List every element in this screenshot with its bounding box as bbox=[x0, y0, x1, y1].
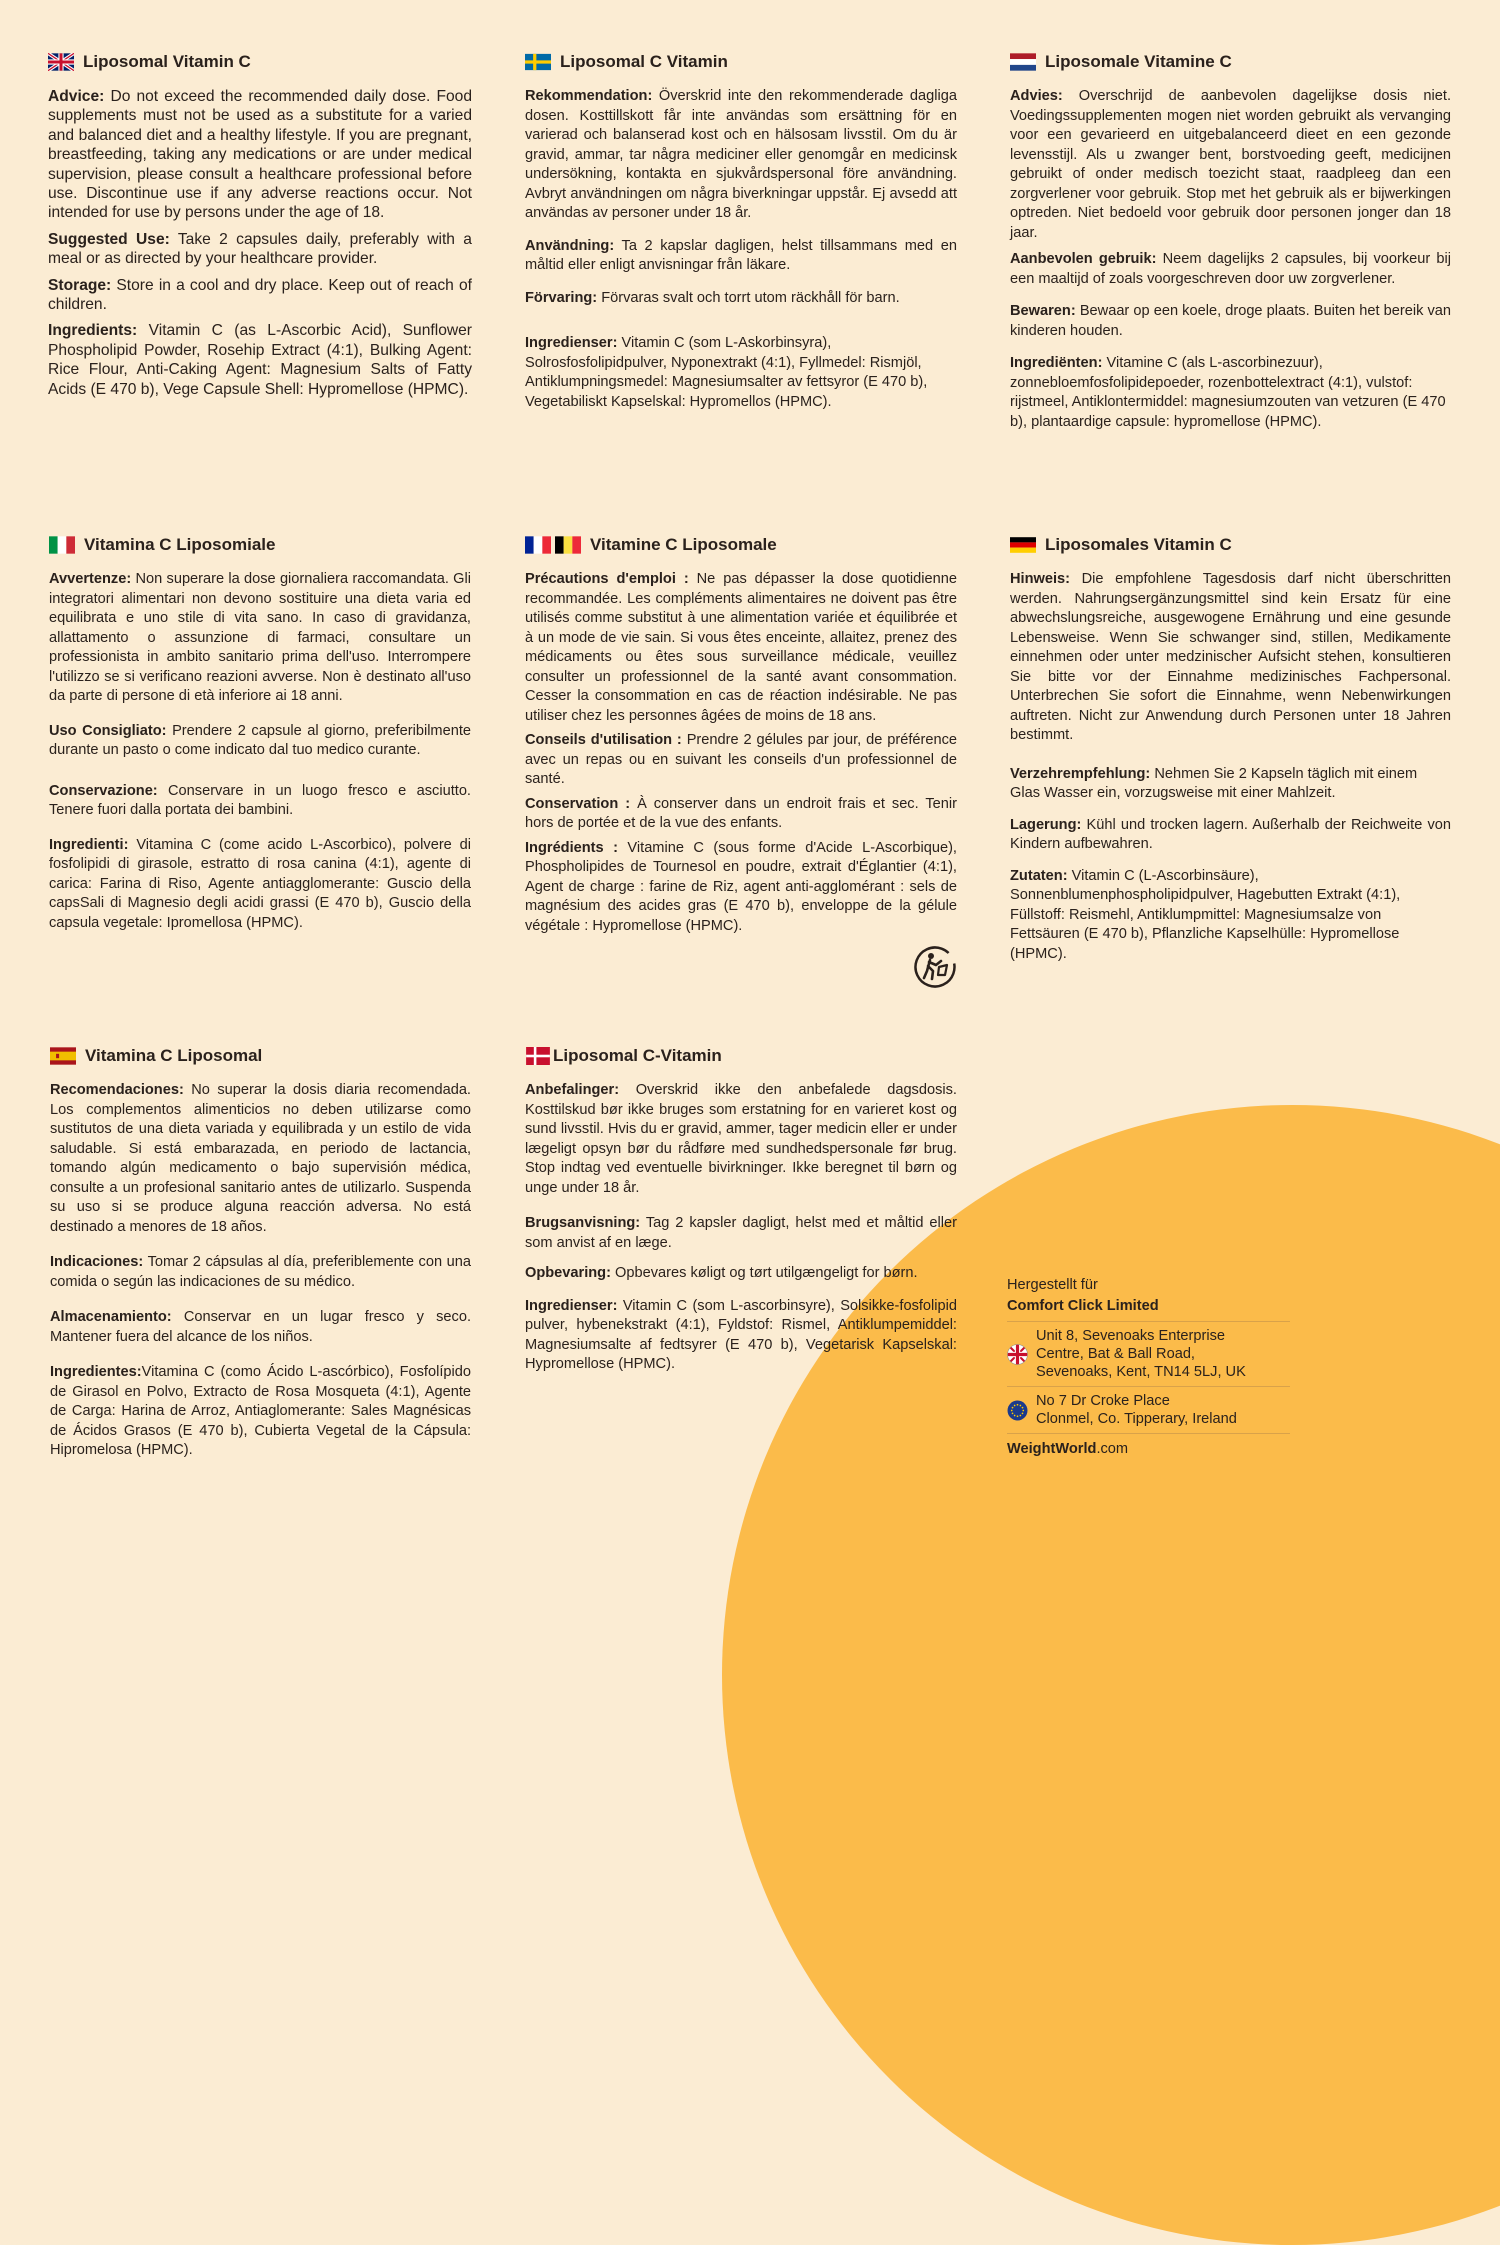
manufacturer-company: Comfort Click Limited bbox=[1007, 1297, 1290, 1322]
usage-paragraph: Verzehrempfehlung: Nehmen Sie 2 Kapseln täglich mit einem Glas Wasser ein, vorzugsweise mit einer Mahlzeit. bbox=[1010, 765, 1418, 801]
usage-paragraph: Aanbevolen gebruik: Neem dagelijks 2 capsules, bij voorkeur bij een maaltijd of zoals voorgeschreven door uw zorgverlener. bbox=[1010, 251, 1451, 287]
advice-paragraph: Advice: Do not exceed the recommended daily dose. Food supplements must not be used as a substitute for a varied and balanced diet and a healthy lifestyle. If you are pregnant, breastfeeding, taking any medications or are under medical supervision, please consult a healthcare professional before use. Discontinue use if any adverse reactions occur. Not intended for use by persons under the age of 18. bbox=[48, 88, 472, 222]
storage-paragraph: Conservazione: Conservare in un luogo fresco e asciutto. Tenere fuori dalla portata dei bambini. bbox=[49, 782, 471, 818]
section-spanish bbox=[50, 1045, 471, 1477]
usage-paragraph: Conseils d'utilisation : Prendre 2 gélules par jour, de préférence avec un repas ou en suivant les conseils d'un professionnel de santé. bbox=[525, 732, 957, 787]
section-title: Vitamine C Liposomale bbox=[525, 534, 957, 556]
usage-paragraph: Suggested Use: Take 2 capsules daily, preferably with a meal or as directed by your healthcare provider. bbox=[48, 230, 472, 268]
storage-paragraph: Förvaring: Förvaras svalt och torrt utom räckhåll för barn. bbox=[525, 289, 900, 306]
uk-flag-icon bbox=[48, 53, 74, 71]
eu-address bbox=[1007, 1387, 1290, 1434]
website-link[interactable]: WeightWorld.com bbox=[1007, 1441, 1129, 1457]
spain-flag-icon bbox=[50, 1047, 76, 1065]
ingredients-paragraph: Ingrédients : Vitamine C (sous forme d'Acide L-Ascorbique), Phospholipides de Tournesol en poudre, extrait d'Églantier (4:1), Agent de charge : farine de Riz, agent anti-agglomérant : sels de magnésium des acides gras (E 470 b), enveloppe de la gélule végétale : Hypromellose (HPMC). bbox=[525, 839, 957, 934]
section-french bbox=[525, 534, 957, 941]
eu-address-text: No 7 Dr Croke Place Clonmel, Co. Tipperary, Ireland bbox=[1036, 1393, 1237, 1427]
advice-paragraph: Hinweis: Die empfohlene Tagesdosis darf nicht überschritten werden. Nahrungsergänzungsmittel sind kein Ersatz für eine abwechslungsreiche, ausgewogene Ernährung und eine gesunde Lebensweise. Wenn Sie schwanger sind, stillen, Medikamente einnehmen oder unter medzinischer Aufsicht stehen, konsultieren Sie bitte vor der Einnahme medizinisches Fachpersonal. Unterbrechen Sie sofort die Einnahme, wenn Nebenwirkungen auftreten. Nicht zur Anwendung durch Personen unter 18 Jahren bestimmt. bbox=[1010, 571, 1451, 743]
ingredients-paragraph: Ingredienser: Vitamin C (som L-Askorbinsyra), Solrosfosfolipidpulver, Nyponextrakt (4:1), Fyllmedel: Rismjöl, Antiklumpningsmedel: Magnesiumsalter av fettsyror (E 470 b), Vegetabiliskt Kapselskal: Hypromellos (HPMC). bbox=[525, 335, 928, 410]
usage-paragraph: Uso Consigliato: Prendere 2 capsule al giorno, preferibilmente durante un pasto o come indicato dal tuo medico curante. bbox=[49, 722, 471, 758]
section-title: Vitamina C Liposomiale bbox=[49, 534, 471, 556]
section-title: Liposomal Vitamin C bbox=[48, 51, 472, 73]
storage-paragraph: Almacenamiento: Conservar en un lugar fresco y seco. Mantener fuera del alcance de los niños. bbox=[50, 1309, 471, 1345]
section-swedish bbox=[525, 51, 957, 425]
manufacturer-info bbox=[1007, 1276, 1290, 1458]
tidyman-recycle-icon bbox=[913, 945, 957, 989]
uk-address bbox=[1007, 1322, 1290, 1387]
ingredients-paragraph: Ingredientes:Vitamina C (como Ácido L-ascórbico), Fosfolípido de Girasol en Polvo, Extracto de Rosa Mosqueta (4:1), Agente de Carga: Harina de Arroz, Antiaglomerante: Sales Magnésicas de Ácidos Grasos (E 470 b), Cubierta Vegetal de la Cápsula: Hipromelosa (HPMC). bbox=[50, 1364, 471, 1458]
storage-paragraph: Storage: Store in a cool and dry place. Keep out of reach of children. bbox=[48, 276, 472, 314]
storage-paragraph: Bewaren: Bewaar op een koele, droge plaats. Buiten het bereik van kinderen houden. bbox=[1010, 303, 1451, 339]
belgium-flag-icon bbox=[555, 536, 581, 554]
storage-paragraph: Lagerung: Kühl und trocken lagern. Außerhalb der Reichweite von Kindern aufbewahren. bbox=[1010, 816, 1451, 852]
section-english bbox=[48, 51, 472, 406]
section-dutch bbox=[1010, 51, 1451, 445]
section-german bbox=[1010, 534, 1451, 976]
section-title: Liposomales Vitamin C bbox=[1010, 534, 1451, 556]
ingredients-paragraph: Ingredienti: Vitamina C (come acido L-Ascorbico), polvere di fosfolipidi di girasole, estratto di rosa canina (4:1), agente di carica: Farina di Riso, Agente antiagglomerante: Guscio della capsSali di Magnesio degli acidi grassi (E 470 b), Guscio della capsula vegetale: Ipromellosa (HPMC). bbox=[49, 836, 471, 931]
section-title: Liposomal C-Vitamin bbox=[525, 1045, 957, 1067]
uk-address-text: Unit 8, Sevenoaks Enterprise Centre, Bat & Ball Road, Sevenoaks, Kent, TN14 5LJ, UK bbox=[1036, 1328, 1246, 1380]
usage-paragraph: Indicaciones: Tomar 2 cápsulas al día, preferiblemente con una comida o según las indicaciones de su médico. bbox=[50, 1254, 472, 1290]
france-flag-icon bbox=[525, 536, 551, 554]
denmark-flag-icon bbox=[525, 1047, 551, 1065]
section-italian bbox=[49, 534, 471, 948]
advice-paragraph: Précautions d'emploi : Ne pas dépasser la dose quotidienne recommandée. Les compléments alimentaires ne doivent pas être utilisés comme substitut à une alimentation variée et équilibrée et à un mode de vie sain. Si vous êtes enceinte, allaitez, prenez des médicaments ou êtes sous surveillance médicale, veuillez consulter un professionnel de la santé avant consommation. Cesser la consommation en cas de réaction indésirable. Ne pas utiliser chez les personnes âgées de moins de 18 ans. bbox=[525, 571, 957, 724]
storage-paragraph: Conservation : À conserver dans un endroit frais et sec. Tenir hors de portée et de la vue des enfants. bbox=[525, 795, 957, 831]
ingredients-paragraph: Ingredients: Vitamin C (as L-Ascorbic Acid), Sunflower Phospholipid Powder, Rosehip Extract (4:1), Bulking Agent: Rice Flour, Anti-Caking Agent: Magnesium Salts of Fatty Acids (E 470 b), Vege Capsule Shell: Hypromellose (HPMC). bbox=[48, 322, 472, 398]
section-title: Liposomale Vitamine C bbox=[1010, 51, 1451, 73]
ingredients-paragraph: Ingredienser: Vitamin C (som L-ascorbinsyre), Solsikke-fosfolipid pulver, hybenekstrakt (4:1), Fyldstof: Rismel, Antiklumpemiddel: Magnesiumsalte af fedtsyrer (E 470 b), Vegetarisk Kapselskal: Hypromellose (HPMC). bbox=[525, 1297, 957, 1372]
germany-flag-icon bbox=[1010, 536, 1036, 554]
section-title: Liposomal C Vitamin bbox=[525, 51, 957, 73]
eu-flag-icon bbox=[1007, 1400, 1028, 1421]
advice-paragraph: Advies: Overschrijd de aanbevolen dagelijkse dosis niet. Voedingssupplementen mogen niet worden gebruikt als vervanging voor een gevarieerd en uitgebalanceerd dieet en een gezonde levensstijl. Als u zwanger bent, borstvoeding geeft, medicijnen gebruikt of onder medisch toezicht staat, raadpleeg dan een zorgverlener voor gebruik. Stop met het gebruik als er bijwerkingen optreden. Niet bedoeld voor gebruik door personen jonger dan 18 jaar. bbox=[1010, 88, 1452, 241]
uk-flag-icon bbox=[1007, 1344, 1028, 1365]
advice-paragraph: Rekommendation: Överskrid inte den rekommenderade dagliga dosen. Kosttillskott får inte användas som ersättning för en varierad och balanserad kost och en hälsosam livsstil. Om du är gravid, ammar, tar några mediciner eller genomgår en medicinsk undersökning, kontakta en sjukvårdspersonal före användning. Avbryt användningen om några biverkningar uppstår. Ej avsedd att användas av personer under 18 år. bbox=[525, 88, 957, 221]
italy-flag-icon bbox=[49, 536, 75, 554]
usage-paragraph: Brugsanvisning: Tag 2 kapsler dagligt, helst med et måltid eller som anvist af en læge. bbox=[525, 1215, 957, 1251]
advice-paragraph: Avvertenze: Non superare la dose giornaliera raccomandata. Gli integratori alimentari non devono sostituire una dieta varia ed equilibrata e uno stile di vita sano. In caso di gravidanza, allattamento o assunzione di farmaci, consultare un professionista in ambito sanitario prima dell'uso. Interrompere l'utilizzo se si verificano reazioni avverse. Non è destinato all'uso da parte di persone di età inferiore ai 18 anni. bbox=[49, 571, 472, 704]
netherlands-flag-icon bbox=[1010, 53, 1036, 71]
section-danish bbox=[525, 1045, 957, 1388]
sweden-flag-icon bbox=[525, 53, 551, 71]
usage-paragraph: Användning: Ta 2 kapslar dagligen, helst tillsammans med en måltid eller enligt anvisningar från läkare. bbox=[525, 237, 957, 273]
ingredients-paragraph: Zutaten: Vitamin C (L-Ascorbinsäure), Sonnenblumenphospholipidpulver, Hagebutten Extrakt (4:1), Füllstoff: Reismehl, Antiklumpmittel: Magnesiumsalze von Fettsäuren (E 470 b), Pflanzliche Kapselhülle: Hypromellose (HPMC). bbox=[1010, 867, 1401, 962]
advice-paragraph: Recomendaciones: No superar la dosis diaria recomendada. Los complementos alimenticios no deben utilizarse como sustitutos de una dieta variada y equilibrada y un estilo de vida saludable. Si está embarazada, en periodo de lactancia, tomando algún medicamento o bajo supervisión médica, consulte a un profesional sanitario antes de utilizarlo. Suspenda su uso si se produce alguna reacción adversa. No está destinado a menores de 18 años. bbox=[50, 1082, 471, 1235]
ingredients-paragraph: Ingrediënten: Vitamine C (als L-ascorbinezuur), zonnebloemfosfolipidepoeder, rozenbottelextract (4:1), vulstof: rijstmeel, Antiklontermiddel: magnesiumzouten van vetzuren (E 470 b), plantaardige capsule: hypromellose (HPMC). bbox=[1010, 355, 1446, 430]
advice-paragraph: Anbefalinger: Overskrid ikke den anbefalede dagsdosis. Kosttilskud bør ikke bruges som erstatning for en varieret kost og sund livsstil. Hvis du er gravid, ammer, tager medicin eller er under lægeligt opsyn bør du rådføre med sundhedspersonale før brug. Stop indtag ved eventuelle bivirkninger. Ikke beregnet til børn og unge under 18 år. bbox=[525, 1082, 957, 1196]
storage-paragraph: Opbevaring: Opbevares køligt og tørt utilgængeligt for børn. bbox=[525, 1265, 918, 1281]
section-title: Vitamina C Liposomal bbox=[50, 1045, 471, 1067]
manufacturer-intro: Hergestellt für bbox=[1007, 1277, 1098, 1293]
